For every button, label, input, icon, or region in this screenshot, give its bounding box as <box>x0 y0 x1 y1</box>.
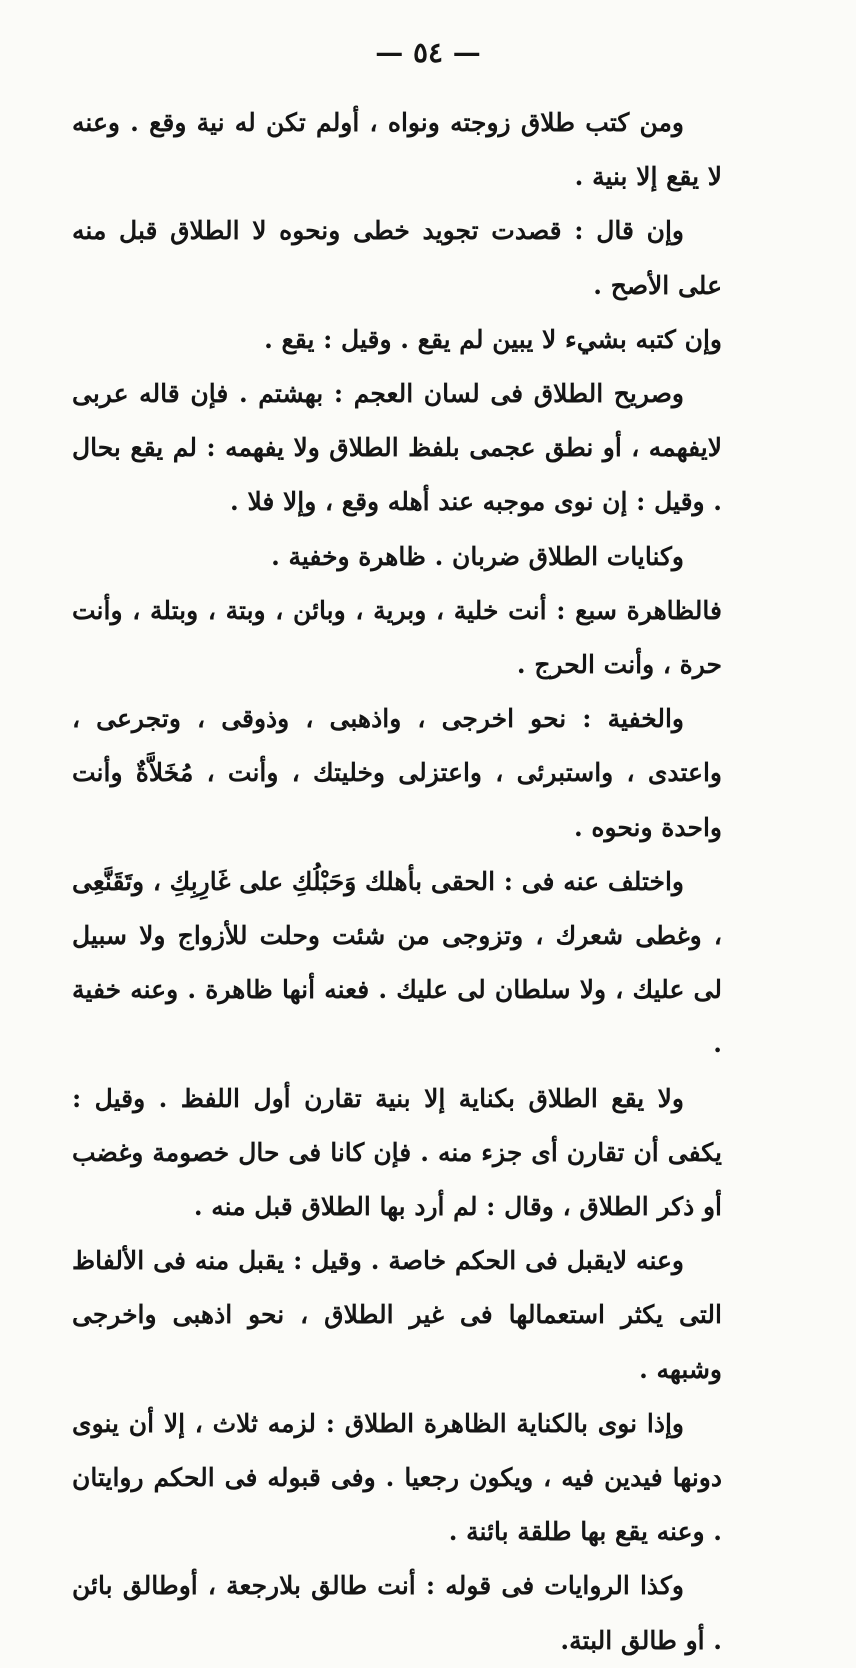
paragraph-explicit-divorce-non-arabic: وصريح الطلاق فى لسان العجم : بهشتم . فإن قاله عربى لايفهمه ، أو نطق عجمى بلفظ الطلاق ولا يفهمه : لم يقع بحال . وقيل : إن نوى موجبه عند أهله وقع ، وإلا فلا . <box>72 379 722 517</box>
paragraph-hidden-forms: والخفية : نحو اخرجى ، واذهبى ، وذوقى ، وتجرعى ، واعتدى ، واستبرئى ، واعتزلى وخليتك ، وأنت ، مُخَلاَّةٌ وأنت واحدة ونحوه . <box>72 704 722 842</box>
paragraph-explicit-forms: فالظاهرة سبع : أنت خلية ، وبرية ، وبائن ، وبتة ، وبتلة ، وأنت حرة ، وأنت الحرج . <box>72 595 722 680</box>
page-number: — ٥٤ — <box>375 36 481 69</box>
paragraph-related-narrations: وكذا الروايات فى قوله : أنت طالق بلارجعة ، أوطالق بائن . أو طالق البتة. <box>72 1571 722 1655</box>
paragraph-kinds-of-indirect-divorce: وكنايات الطلاق ضربان . ظاهرة وخفية . <box>271 541 684 571</box>
paragraph-written-divorce: ومن كتب طلاق زوجته ونواه ، أولم تكن له نية وقع . وعنه لا يقع إلا بنية . <box>72 108 722 192</box>
paragraph-unclear-writing: وإن كتبه بشيء لا يبين لم يقع . وقيل : يقع . <box>264 324 722 354</box>
paragraph-intent-requirement: ولا يقع الطلاق بكناية إلا بنية تقارن أول اللفظ . وقيل : يكفى أن تقارن أى جزء منه . فإن كانا فى حال خصومة وغضب أو ذكر الطلاق ، وقال : لم أرد بها الطلاق قبل منه . <box>72 1083 722 1222</box>
paragraph-handwriting-intent: وإن قال : قصدت تجويد خطى ونحوه لا الطلاق قبل منه على الأصح . <box>72 216 722 300</box>
paragraph-disputed-forms: واختلف عنه فى : الحقى بأهلك وَحَبْلُكِ على غَارِبِكِ ، وتَقَنَّعِى ، وغطى شعرك ، وتزوجى من شئت وحلت للأزواج ولا سبيل لى عليك ، ولا سلطان لى عليك . فعنه أنها ظاهرة . وعنه خفية . <box>72 866 722 1059</box>
paragraph-three-divorces: وإذا نوى بالكناية الظاهرة الطلاق : لزمه ثلاث ، إلا أن ينوى دونها فيدين فيه ، ويكون رجعيا . وفى قبوله فى الحكم روايتان . وعنه يقع بها طلقة بائنة . <box>72 1408 722 1547</box>
paragraph-judgment-acceptance: وعنه لايقبل فى الحكم خاصة . وقيل : يقبل منه فى الألفاظ التى يكثر استعمالها فى غير الطلاق ، نحو اذهبى واخرجى وشبهه . <box>72 1246 722 1384</box>
page-body <box>72 96 722 1668</box>
